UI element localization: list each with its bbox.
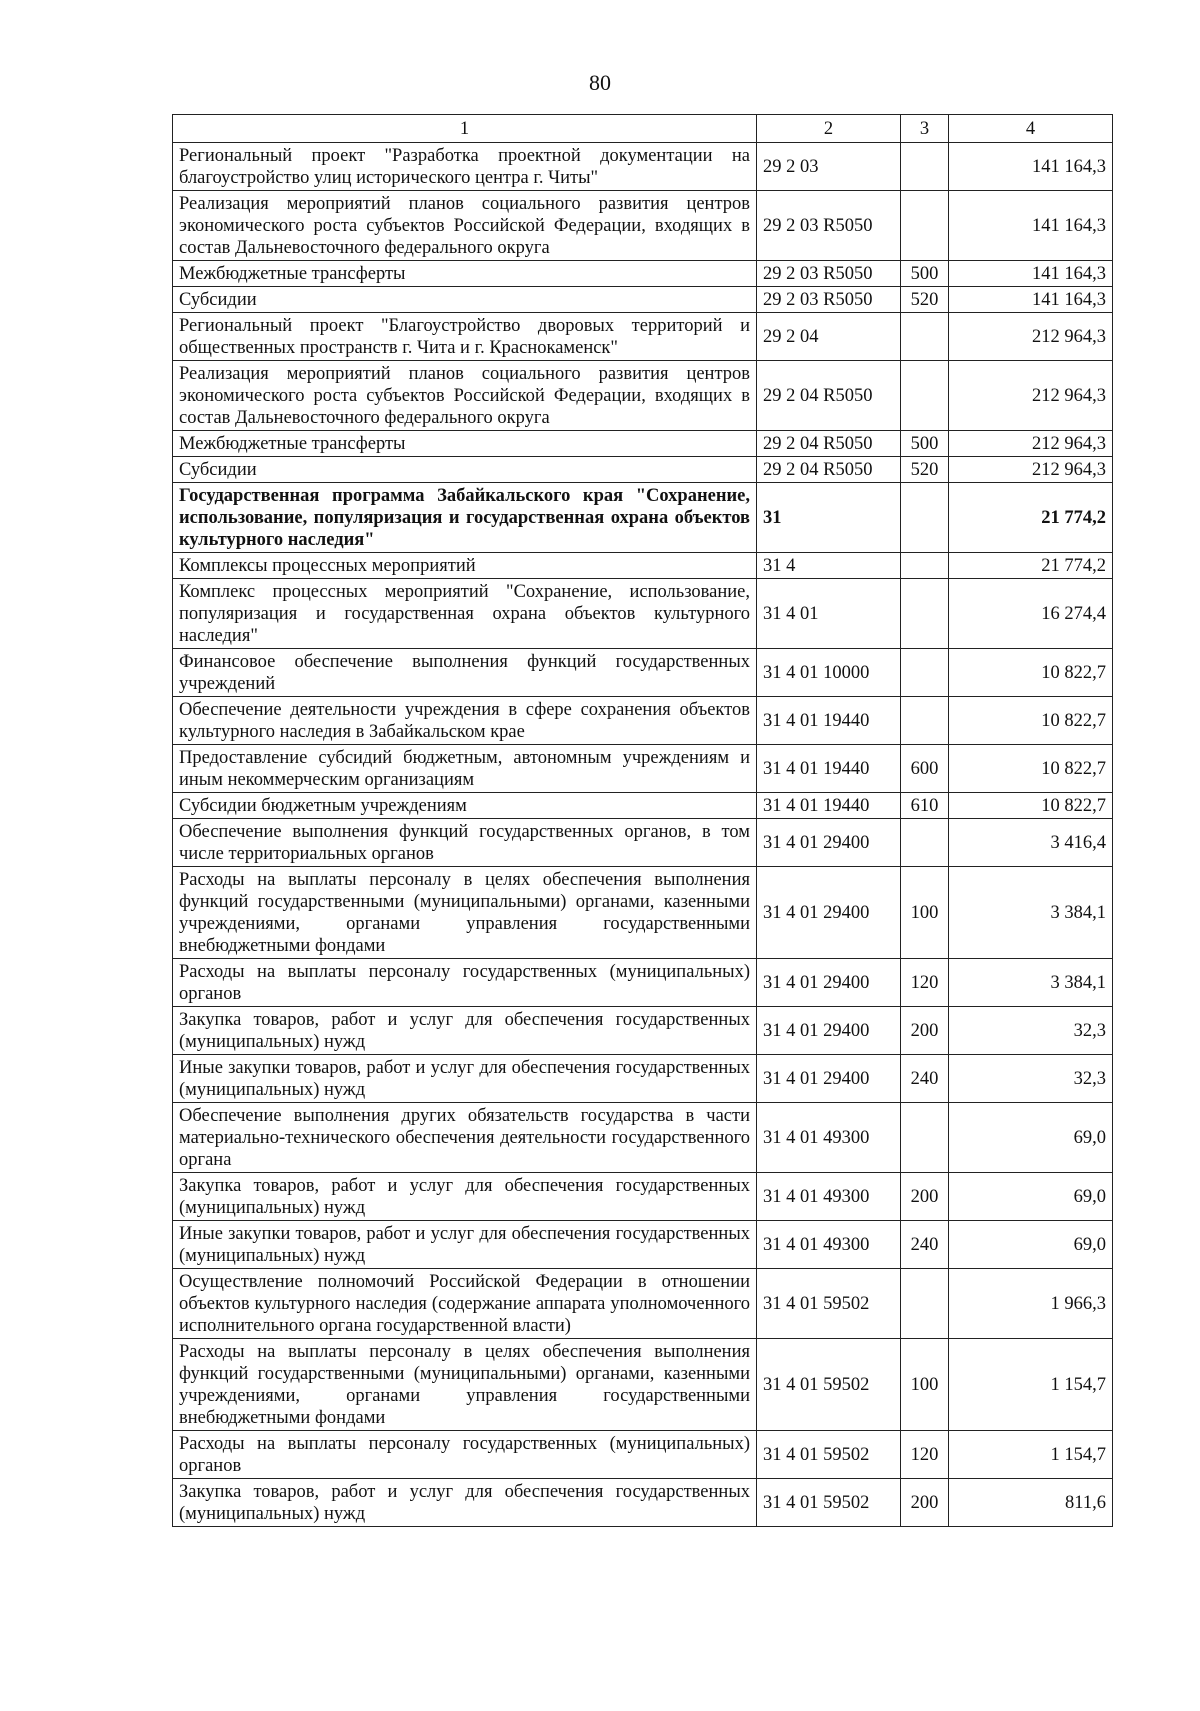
row-amount-cell: 69,0: [949, 1103, 1113, 1173]
row-code-cell: 29 2 03 R5050: [757, 191, 901, 261]
row-amount-cell: 32,3: [949, 1007, 1113, 1055]
row-name-cell: Комплекс процессных мероприятий "Сохранение, использование, популяризация и государственная охрана объектов культурного наследия": [173, 579, 757, 649]
row-kind-cell: [901, 483, 949, 553]
row-amount-cell: 16 274,4: [949, 579, 1113, 649]
row-code-cell: 31 4 01 49300: [757, 1173, 901, 1221]
row-kind-cell: [901, 697, 949, 745]
row-kind-cell: 240: [901, 1055, 949, 1103]
row-code-cell: 31 4 01 29400: [757, 819, 901, 867]
row-name-cell: Расходы на выплаты персоналу государственных (муниципальных) органов: [173, 959, 757, 1007]
table-row: [173, 793, 1113, 819]
row-code-cell: 31 4 01 59502: [757, 1431, 901, 1479]
row-amount-cell: 3 384,1: [949, 867, 1113, 959]
row-kind-cell: 240: [901, 1221, 949, 1269]
row-name-cell: Расходы на выплаты персоналу государственных (муниципальных) органов: [173, 1431, 757, 1479]
row-amount-cell: 69,0: [949, 1173, 1113, 1221]
table-row: [173, 1007, 1113, 1055]
row-amount-cell: 21 774,2: [949, 553, 1113, 579]
row-code-cell: 31 4 01 19440: [757, 745, 901, 793]
row-code-cell: 31: [757, 483, 901, 553]
row-amount-cell: 141 164,3: [949, 287, 1113, 313]
table-row: [173, 579, 1113, 649]
table-row: [173, 431, 1113, 457]
row-amount-cell: 32,3: [949, 1055, 1113, 1103]
table-row: [173, 745, 1113, 793]
row-name-cell: Комплексы процессных мероприятий: [173, 553, 757, 579]
table-row: [173, 1055, 1113, 1103]
row-name-cell: Иные закупки товаров, работ и услуг для обеспечения государственных (муниципальных) нужд: [173, 1221, 757, 1269]
row-name-cell: Обеспечение выполнения функций государственных органов, в том числе территориальных органов: [173, 819, 757, 867]
table-row: [173, 361, 1113, 431]
row-name-cell: Субсидии: [173, 457, 757, 483]
table-body: [173, 143, 1113, 1527]
row-name-cell: Межбюджетные трансферты: [173, 431, 757, 457]
row-name-cell: Региональный проект "Разработка проектной документации на благоустройство улиц исторического центра г. Читы": [173, 143, 757, 191]
row-kind-cell: [901, 1103, 949, 1173]
table-row: [173, 867, 1113, 959]
row-code-cell: 31 4: [757, 553, 901, 579]
row-name-cell: Закупка товаров, работ и услуг для обеспечения государственных (муниципальных) нужд: [173, 1479, 757, 1527]
row-kind-cell: 120: [901, 1431, 949, 1479]
row-kind-cell: 520: [901, 287, 949, 313]
row-name-cell: Расходы на выплаты персоналу в целях обеспечения выполнения функций государственными (муниципальными) органами, казенными учреждениями, органами управления государственными внебюджетными фондами: [173, 867, 757, 959]
row-code-cell: 31 4 01 10000: [757, 649, 901, 697]
table-header-row: [173, 115, 1113, 143]
table-row: [173, 313, 1113, 361]
header-cell-name: 1: [173, 115, 757, 143]
row-amount-cell: 1 966,3: [949, 1269, 1113, 1339]
row-amount-cell: 3 384,1: [949, 959, 1113, 1007]
row-kind-cell: 610: [901, 793, 949, 819]
row-code-cell: 31 4 01 59502: [757, 1339, 901, 1431]
row-amount-cell: 1 154,7: [949, 1431, 1113, 1479]
row-kind-cell: 200: [901, 1007, 949, 1055]
row-name-cell: Государственная программа Забайкальского края "Сохранение, использование, популяризация и государственная охрана объектов культурного наследия": [173, 483, 757, 553]
row-kind-cell: [901, 143, 949, 191]
row-name-cell: Финансовое обеспечение выполнения функций государственных учреждений: [173, 649, 757, 697]
row-kind-cell: [901, 191, 949, 261]
table-row: [173, 1103, 1113, 1173]
row-amount-cell: 69,0: [949, 1221, 1113, 1269]
row-code-cell: 29 2 04 R5050: [757, 431, 901, 457]
row-kind-cell: 100: [901, 1339, 949, 1431]
row-kind-cell: 520: [901, 457, 949, 483]
table-row: [173, 1173, 1113, 1221]
row-code-cell: 31 4 01 19440: [757, 697, 901, 745]
row-amount-cell: 10 822,7: [949, 697, 1113, 745]
table-row: [173, 959, 1113, 1007]
row-kind-cell: [901, 579, 949, 649]
row-kind-cell: [901, 1269, 949, 1339]
row-amount-cell: 10 822,7: [949, 745, 1113, 793]
row-kind-cell: [901, 819, 949, 867]
table-row: [173, 261, 1113, 287]
row-code-cell: 29 2 04 R5050: [757, 361, 901, 431]
row-code-cell: 31 4 01 29400: [757, 867, 901, 959]
row-kind-cell: 500: [901, 431, 949, 457]
row-amount-cell: 212 964,3: [949, 361, 1113, 431]
table-row: [173, 457, 1113, 483]
row-kind-cell: [901, 649, 949, 697]
header-cell-code: 2: [757, 115, 901, 143]
row-code-cell: 31 4 01 19440: [757, 793, 901, 819]
row-name-cell: Закупка товаров, работ и услуг для обеспечения государственных (муниципальных) нужд: [173, 1173, 757, 1221]
table-row: [173, 1221, 1113, 1269]
row-code-cell: 29 2 03 R5050: [757, 287, 901, 313]
row-amount-cell: 1 154,7: [949, 1339, 1113, 1431]
table-row: [173, 191, 1113, 261]
row-kind-cell: [901, 361, 949, 431]
row-name-cell: Региональный проект "Благоустройство дворовых территорий и общественных пространств г. Чита и г. Краснокаменск": [173, 313, 757, 361]
row-amount-cell: 141 164,3: [949, 261, 1113, 287]
row-name-cell: Расходы на выплаты персоналу в целях обеспечения выполнения функций государственными (муниципальными) органами, казенными учреждениями, органами управления государственными внебюджетными фондами: [173, 1339, 757, 1431]
row-name-cell: Обеспечение выполнения других обязательств государства в части материально-технического обеспечения деятельности государственного органа: [173, 1103, 757, 1173]
row-kind-cell: [901, 313, 949, 361]
row-code-cell: 31 4 01 59502: [757, 1479, 901, 1527]
row-name-cell: Субсидии: [173, 287, 757, 313]
row-code-cell: 31 4 01: [757, 579, 901, 649]
table-row: [173, 553, 1113, 579]
table-row: [173, 143, 1113, 191]
table-row: [173, 1431, 1113, 1479]
table-row: [173, 819, 1113, 867]
row-code-cell: 29 2 04 R5050: [757, 457, 901, 483]
table-row: [173, 1269, 1113, 1339]
row-name-cell: Субсидии бюджетным учреждениям: [173, 793, 757, 819]
row-amount-cell: 10 822,7: [949, 649, 1113, 697]
table-row: [173, 1339, 1113, 1431]
page-number: 80: [589, 70, 611, 95]
row-name-cell: Иные закупки товаров, работ и услуг для обеспечения государственных (муниципальных) нужд: [173, 1055, 757, 1103]
row-name-cell: Осуществление полномочий Российской Федерации в отношении объектов культурного наследия (содержание аппарата уполномоченного исполнительного органа государственной власти): [173, 1269, 757, 1339]
header-cell-kind: 3: [901, 115, 949, 143]
row-code-cell: 29 2 03: [757, 143, 901, 191]
header-cell-amount: 4: [949, 115, 1113, 143]
row-code-cell: 31 4 01 49300: [757, 1221, 901, 1269]
table-row: [173, 287, 1113, 313]
row-name-cell: Межбюджетные трансферты: [173, 261, 757, 287]
row-code-cell: 31 4 01 59502: [757, 1269, 901, 1339]
row-code-cell: 31 4 01 29400: [757, 1055, 901, 1103]
row-kind-cell: 120: [901, 959, 949, 1007]
table-row: [173, 649, 1113, 697]
table-row: [173, 1479, 1113, 1527]
row-name-cell: Реализация мероприятий планов социального развития центров экономического роста субъектов Российской Федерации, входящих в состав Дальневосточного федерального округа: [173, 361, 757, 431]
row-code-cell: 29 2 04: [757, 313, 901, 361]
row-kind-cell: 500: [901, 261, 949, 287]
row-kind-cell: 200: [901, 1479, 949, 1527]
row-name-cell: Реализация мероприятий планов социального развития центров экономического роста субъектов Российской Федерации, входящих в состав Дальневосточного федерального округа: [173, 191, 757, 261]
row-code-cell: 31 4 01 29400: [757, 959, 901, 1007]
row-code-cell: 31 4 01 29400: [757, 1007, 901, 1055]
row-amount-cell: 141 164,3: [949, 143, 1113, 191]
row-code-cell: 31 4 01 49300: [757, 1103, 901, 1173]
table-row: [173, 483, 1113, 553]
row-code-cell: 29 2 03 R5050: [757, 261, 901, 287]
row-name-cell: Закупка товаров, работ и услуг для обеспечения государственных (муниципальных) нужд: [173, 1007, 757, 1055]
row-kind-cell: 200: [901, 1173, 949, 1221]
row-kind-cell: 600: [901, 745, 949, 793]
row-amount-cell: 10 822,7: [949, 793, 1113, 819]
table-row: [173, 697, 1113, 745]
row-amount-cell: 21 774,2: [949, 483, 1113, 553]
row-kind-cell: [901, 553, 949, 579]
row-amount-cell: 212 964,3: [949, 313, 1113, 361]
row-amount-cell: 811,6: [949, 1479, 1113, 1527]
row-name-cell: Предоставление субсидий бюджетным, автономным учреждениям и иным некоммерческим организациям: [173, 745, 757, 793]
row-amount-cell: 141 164,3: [949, 191, 1113, 261]
row-amount-cell: 3 416,4: [949, 819, 1113, 867]
row-amount-cell: 212 964,3: [949, 431, 1113, 457]
row-name-cell: Обеспечение деятельности учреждения в сфере сохранения объектов культурного наследия в Забайкальском крае: [173, 697, 757, 745]
budget-table: [172, 114, 1113, 1527]
row-kind-cell: 100: [901, 867, 949, 959]
row-amount-cell: 212 964,3: [949, 457, 1113, 483]
